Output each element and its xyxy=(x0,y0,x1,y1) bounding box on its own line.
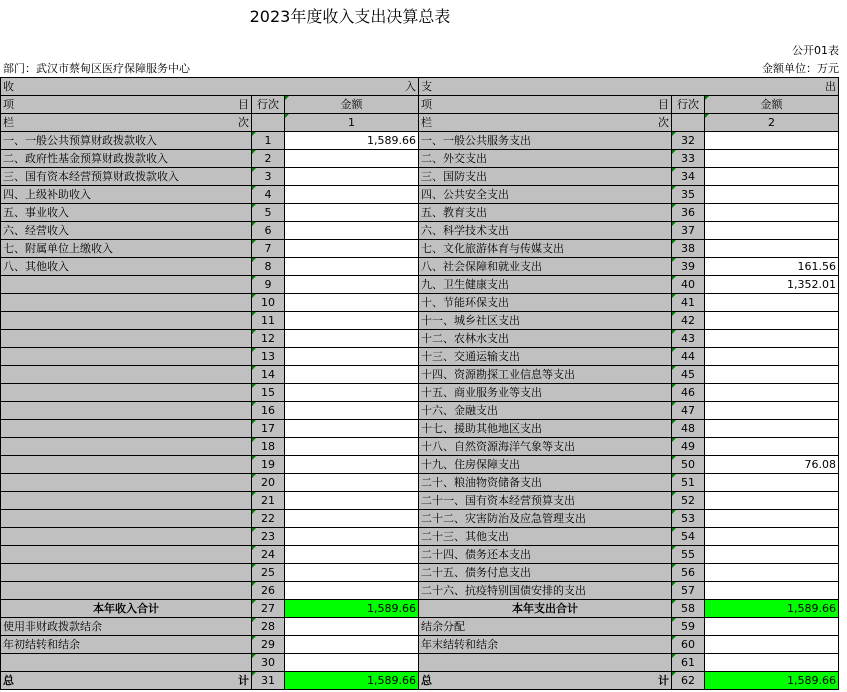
form-number: 公开01表 xyxy=(792,44,839,57)
table-row xyxy=(1,510,839,528)
income-item-name: 八、其他收入 xyxy=(1,258,252,276)
table-row xyxy=(1,492,839,510)
header-row-1 xyxy=(1,78,839,96)
expense-amount xyxy=(705,510,839,528)
income-amount xyxy=(285,456,419,474)
income-amount xyxy=(285,222,419,240)
income-row-no: 11 xyxy=(252,312,285,330)
expense-total-amount: 1,589.66 xyxy=(705,600,839,618)
table-row xyxy=(1,150,839,168)
expense-item-name: 二十六、抗疫特别国债安排的支出 xyxy=(419,582,672,600)
expense-item-name: 六、科学技术支出 xyxy=(419,222,672,240)
department-label: 部门：武汉市蔡甸区医疗保障服务中心 xyxy=(3,62,190,75)
expense-amount xyxy=(705,654,839,672)
expense-amount: 1,352.01 xyxy=(705,276,839,294)
expense-row-no: 33 xyxy=(672,150,705,168)
income-item-name: 七、附属单位上缴收入 xyxy=(1,240,252,258)
income-amount xyxy=(285,168,419,186)
table-row xyxy=(1,168,839,186)
income-row-no: 20 xyxy=(252,474,285,492)
expense-amount xyxy=(705,348,839,366)
expense-amount xyxy=(705,240,839,258)
income-amount xyxy=(285,492,419,510)
expense-amount xyxy=(705,330,839,348)
income-total-row-no: 27 xyxy=(252,600,285,618)
expense-amount xyxy=(705,564,839,582)
income-amount xyxy=(285,474,419,492)
expense-row-no: 61 xyxy=(672,654,705,672)
income-row-no: 28 xyxy=(252,618,285,636)
income-item-name xyxy=(1,276,252,294)
expense-amount xyxy=(705,420,839,438)
income-row-no: 14 xyxy=(252,366,285,384)
income-amount xyxy=(285,330,419,348)
income-row-no: 1 xyxy=(252,132,285,150)
expense-row-no-header: 行次 xyxy=(672,96,705,114)
expense-row-no: 47 xyxy=(672,402,705,420)
expense-grand-total-label: 总 计 xyxy=(419,672,672,690)
income-item-name xyxy=(1,492,252,510)
income-item-name xyxy=(1,546,252,564)
income-item-name: 一、一般公共预算财政拨款收入 xyxy=(1,132,252,150)
expense-row-no: 32 xyxy=(672,132,705,150)
income-total-label: 本年收入合计 xyxy=(1,600,252,618)
expense-item-name: 十二、农林水支出 xyxy=(419,330,672,348)
income-expense-table xyxy=(0,77,839,690)
income-item-name xyxy=(1,528,252,546)
expense-item-name: 二十五、债务付息支出 xyxy=(419,564,672,582)
income-amount xyxy=(285,636,419,654)
income-row-no: 15 xyxy=(252,384,285,402)
table-row xyxy=(1,438,839,456)
income-amount xyxy=(285,312,419,330)
expense-row-no: 38 xyxy=(672,240,705,258)
income-row-no: 13 xyxy=(252,348,285,366)
expense-row-no: 54 xyxy=(672,528,705,546)
income-item-name: 五、事业收入 xyxy=(1,204,252,222)
annual-total-row xyxy=(1,600,839,618)
income-item-name: 二、政府性基金预算财政拨款收入 xyxy=(1,150,252,168)
expense-amount xyxy=(705,150,839,168)
expense-grand-total-amount: 1,589.66 xyxy=(705,672,839,690)
expense-row-no: 41 xyxy=(672,294,705,312)
table-row xyxy=(1,636,839,654)
expense-amount xyxy=(705,636,839,654)
income-row-no: 25 xyxy=(252,564,285,582)
expense-amount xyxy=(705,186,839,204)
income-row-no: 4 xyxy=(252,186,285,204)
table-row xyxy=(1,366,839,384)
expense-row-no: 59 xyxy=(672,618,705,636)
income-amount xyxy=(285,438,419,456)
income-amount xyxy=(285,276,419,294)
income-amount: 1,589.66 xyxy=(285,132,419,150)
table-row xyxy=(1,420,839,438)
expense-item-name: 二十三、其他支出 xyxy=(419,528,672,546)
income-item-name xyxy=(1,474,252,492)
expense-amount xyxy=(705,384,839,402)
income-amount xyxy=(285,150,419,168)
income-row-no: 8 xyxy=(252,258,285,276)
income-item-name xyxy=(1,564,252,582)
expense-item-name: 七、文化旅游体育与传媒支出 xyxy=(419,240,672,258)
income-row-no: 22 xyxy=(252,510,285,528)
expense-row-no: 57 xyxy=(672,582,705,600)
expense-total-label: 本年支出合计 xyxy=(419,600,672,618)
expense-item-name: 十八、自然资源海洋气象等支出 xyxy=(419,438,672,456)
expense-amount xyxy=(705,528,839,546)
expense-amount xyxy=(705,402,839,420)
expense-amount xyxy=(705,492,839,510)
table-row xyxy=(1,546,839,564)
income-amount xyxy=(285,186,419,204)
income-row-no: 18 xyxy=(252,438,285,456)
table-row xyxy=(1,348,839,366)
expense-row-no: 52 xyxy=(672,492,705,510)
expense-row-no: 56 xyxy=(672,564,705,582)
expense-row-no: 60 xyxy=(672,636,705,654)
income-amount xyxy=(285,528,419,546)
income-item-name: 六、经营收入 xyxy=(1,222,252,240)
expense-item-name: 十一、城乡社区支出 xyxy=(419,312,672,330)
table-row xyxy=(1,222,839,240)
income-amount-header: 金额 xyxy=(285,96,419,114)
income-amount xyxy=(285,384,419,402)
expense-item-name: 十三、交通运输支出 xyxy=(419,348,672,366)
income-row-no: 9 xyxy=(252,276,285,294)
expense-item-name: 十四、资源勘探工业信息等支出 xyxy=(419,366,672,384)
income-row-no: 2 xyxy=(252,150,285,168)
table-row xyxy=(1,582,839,600)
table-row xyxy=(1,276,839,294)
income-amount xyxy=(285,654,419,672)
expense-amount: 161.56 xyxy=(705,258,839,276)
expense-col-number: 2 xyxy=(705,114,839,132)
expense-row-no: 42 xyxy=(672,312,705,330)
income-item-name: 四、上级补助收入 xyxy=(1,186,252,204)
income-row-no: 19 xyxy=(252,456,285,474)
expense-item-name: 二十二、灾害防治及应急管理支出 xyxy=(419,510,672,528)
expense-row-no: 51 xyxy=(672,474,705,492)
income-amount xyxy=(285,240,419,258)
expense-row-no: 45 xyxy=(672,366,705,384)
income-amount xyxy=(285,564,419,582)
table-row xyxy=(1,456,839,474)
table-row xyxy=(1,240,839,258)
expense-amount-header: 金额 xyxy=(705,96,839,114)
income-item-name xyxy=(1,402,252,420)
expense-amount: 76.08 xyxy=(705,456,839,474)
expense-amount xyxy=(705,204,839,222)
expense-item-name: 十、节能环保支出 xyxy=(419,294,672,312)
expense-row-no: 37 xyxy=(672,222,705,240)
expense-amount xyxy=(705,222,839,240)
expense-row-no: 46 xyxy=(672,384,705,402)
income-item-name xyxy=(1,294,252,312)
income-row-no: 21 xyxy=(252,492,285,510)
income-col-blank xyxy=(252,114,285,132)
income-item-name xyxy=(1,654,252,672)
expense-item-name: 十九、住房保障支出 xyxy=(419,456,672,474)
income-amount xyxy=(285,294,419,312)
income-amount xyxy=(285,546,419,564)
expense-row-no: 34 xyxy=(672,168,705,186)
expense-item-name: 九、卫生健康支出 xyxy=(419,276,672,294)
expense-header: 支 出 xyxy=(419,78,839,96)
income-row-no: 5 xyxy=(252,204,285,222)
expense-item-name: 二十一、国有资本经营预算支出 xyxy=(419,492,672,510)
expense-item-name: 结余分配 xyxy=(419,618,672,636)
table-row xyxy=(1,528,839,546)
expense-col-blank xyxy=(672,114,705,132)
expense-item-name: 二十四、债务还本支出 xyxy=(419,546,672,564)
expense-item-name: 二十、粮油物资储备支出 xyxy=(419,474,672,492)
table-row xyxy=(1,204,839,222)
income-grand-total-label: 总 计 xyxy=(1,672,252,690)
income-item-name xyxy=(1,384,252,402)
table-row xyxy=(1,294,839,312)
header-row-2 xyxy=(1,96,839,114)
table-row xyxy=(1,258,839,276)
income-item-name: 三、国有资本经营预算财政拨款收入 xyxy=(1,168,252,186)
expense-row-no: 48 xyxy=(672,420,705,438)
income-total-amount: 1,589.66 xyxy=(285,600,419,618)
expense-amount xyxy=(705,168,839,186)
income-item-name: 年初结转和结余 xyxy=(1,636,252,654)
table-row xyxy=(1,312,839,330)
income-amount xyxy=(285,258,419,276)
grand-total-row xyxy=(1,672,839,690)
income-row-no: 10 xyxy=(252,294,285,312)
expense-total-row-no: 58 xyxy=(672,600,705,618)
expense-amount xyxy=(705,312,839,330)
expense-row-no: 53 xyxy=(672,510,705,528)
expense-amount xyxy=(705,582,839,600)
income-item-name: 使用非财政拨款结余 xyxy=(1,618,252,636)
expense-item-name: 年末结转和结余 xyxy=(419,636,672,654)
income-row-no: 6 xyxy=(252,222,285,240)
expense-amount xyxy=(705,618,839,636)
amount-unit-label: 金额单位：万元 xyxy=(762,62,839,75)
expense-row-no: 40 xyxy=(672,276,705,294)
income-amount xyxy=(285,204,419,222)
income-item-name xyxy=(1,456,252,474)
expense-item-name: 二、外交支出 xyxy=(419,150,672,168)
expense-row-no: 49 xyxy=(672,438,705,456)
income-row-no: 3 xyxy=(252,168,285,186)
expense-item-name: 十六、金融支出 xyxy=(419,402,672,420)
income-col-header: 栏 次 xyxy=(1,114,252,132)
income-amount xyxy=(285,510,419,528)
income-header: 收 入 xyxy=(1,78,419,96)
table-row xyxy=(1,330,839,348)
income-amount xyxy=(285,366,419,384)
income-amount xyxy=(285,420,419,438)
expense-item-name xyxy=(419,654,672,672)
table-row xyxy=(1,132,839,150)
expense-amount xyxy=(705,438,839,456)
expense-amount xyxy=(705,546,839,564)
expense-row-no: 39 xyxy=(672,258,705,276)
income-grand-total-amount: 1,589.66 xyxy=(285,672,419,690)
expense-amount xyxy=(705,132,839,150)
income-row-no: 24 xyxy=(252,546,285,564)
table-row xyxy=(1,564,839,582)
expense-row-no: 50 xyxy=(672,456,705,474)
income-item-header: 项 目 xyxy=(1,96,252,114)
expense-col-header: 栏 次 xyxy=(419,114,672,132)
expense-item-name: 一、一般公共服务支出 xyxy=(419,132,672,150)
income-row-no: 23 xyxy=(252,528,285,546)
expense-amount xyxy=(705,474,839,492)
income-row-no: 16 xyxy=(252,402,285,420)
expense-row-no: 55 xyxy=(672,546,705,564)
expense-grand-total-row-no: 62 xyxy=(672,672,705,690)
table-row xyxy=(1,618,839,636)
income-row-no: 26 xyxy=(252,582,285,600)
income-item-name xyxy=(1,348,252,366)
table-row xyxy=(1,384,839,402)
income-row-no-header: 行次 xyxy=(252,96,285,114)
income-item-name xyxy=(1,330,252,348)
income-amount xyxy=(285,402,419,420)
expense-row-no: 43 xyxy=(672,330,705,348)
income-row-no: 12 xyxy=(252,330,285,348)
expense-amount xyxy=(705,294,839,312)
header-row-3 xyxy=(1,114,839,132)
expense-row-no: 44 xyxy=(672,348,705,366)
income-amount xyxy=(285,348,419,366)
expense-amount xyxy=(705,366,839,384)
expense-item-name: 三、国防支出 xyxy=(419,168,672,186)
expense-row-no: 35 xyxy=(672,186,705,204)
expense-item-header: 项 目 xyxy=(419,96,672,114)
table-row xyxy=(1,654,839,672)
expense-item-name: 五、教育支出 xyxy=(419,204,672,222)
report-title: 2023年度收入支出决算总表 xyxy=(249,7,451,26)
income-item-name xyxy=(1,510,252,528)
expense-item-name: 十五、商业服务业等支出 xyxy=(419,384,672,402)
income-item-name xyxy=(1,438,252,456)
expense-row-no: 36 xyxy=(672,204,705,222)
expense-item-name: 四、公共安全支出 xyxy=(419,186,672,204)
income-amount xyxy=(285,582,419,600)
income-item-name xyxy=(1,312,252,330)
income-item-name xyxy=(1,366,252,384)
income-row-no: 30 xyxy=(252,654,285,672)
income-col-number: 1 xyxy=(285,114,419,132)
table-row xyxy=(1,402,839,420)
expense-item-name: 八、社会保障和就业支出 xyxy=(419,258,672,276)
income-row-no: 7 xyxy=(252,240,285,258)
income-amount xyxy=(285,618,419,636)
income-grand-total-row-no: 31 xyxy=(252,672,285,690)
table-row xyxy=(1,474,839,492)
income-item-name xyxy=(1,420,252,438)
income-row-no: 17 xyxy=(252,420,285,438)
table-row xyxy=(1,186,839,204)
income-row-no: 29 xyxy=(252,636,285,654)
income-item-name xyxy=(1,582,252,600)
expense-item-name: 十七、援助其他地区支出 xyxy=(419,420,672,438)
